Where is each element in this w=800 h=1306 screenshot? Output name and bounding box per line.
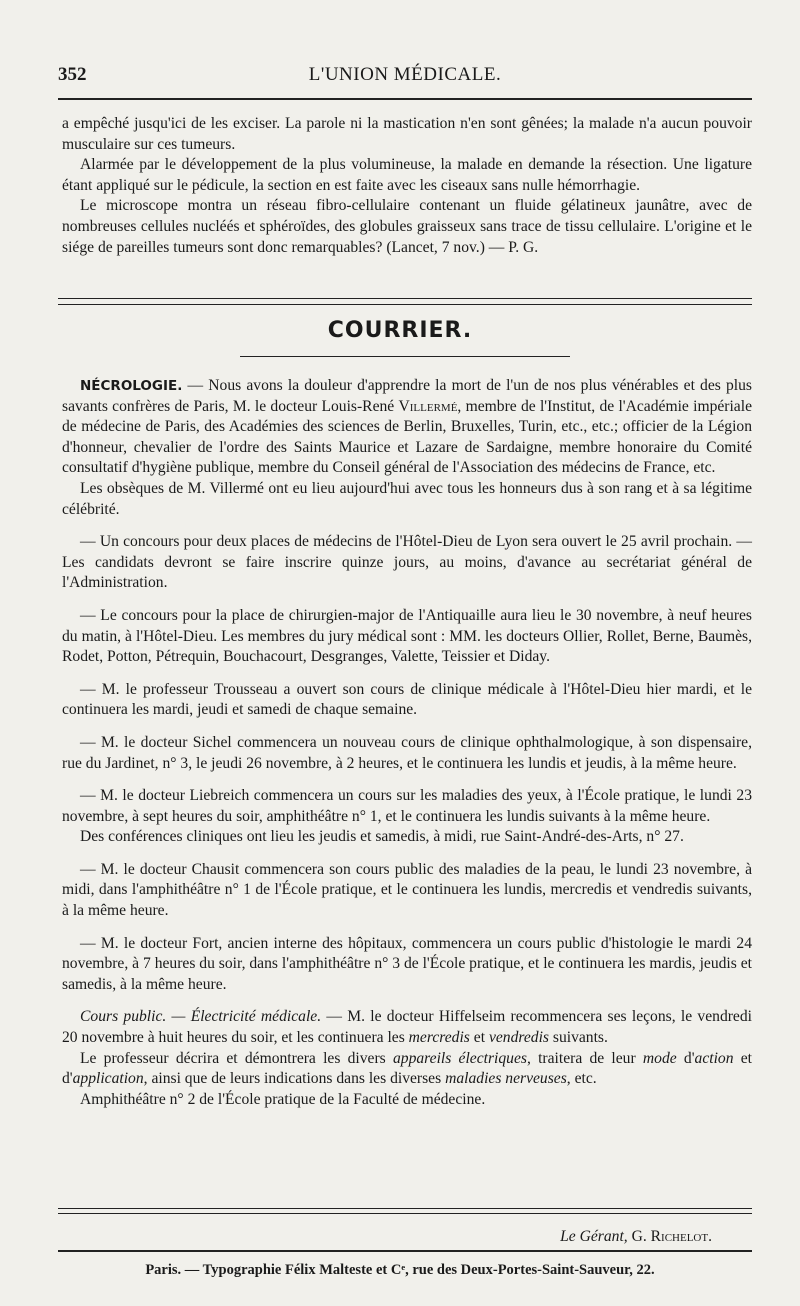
title-underline	[240, 356, 570, 357]
necrologie-label: NÉCROLOGIE.	[80, 378, 183, 394]
gerant-signature: Le Gérant, G. Richelot.	[560, 1228, 712, 1245]
paragraph: Le microscope montra un réseau fibro-cellulaire contenant un fluide gélatineux jaunâtre, avec de nombreuses cellules nucléés et sphéroïdes, des globules graisseux sans trace de tissu cellulaire. L'origine et le siége de pareilles tumeurs sont donc remarquables? (Lancet, 7 nov.) — P. G.	[62, 197, 752, 256]
printer-imprint: Paris. — Typographie Félix Malteste et Cᵉ, rue des Deux-Portes-Saint-Sauveur, 22.	[145, 1262, 655, 1278]
paragraph: Le professeur décrira et démontrera les divers appareils électriques, traitera de leur mode d'action et d'application, ainsi que de leurs indications dans les diverses maladies nerveuses, etc.	[62, 1049, 752, 1088]
person-name: Villermé	[398, 397, 458, 415]
section-divider	[58, 298, 752, 305]
section-title: COURRIER.	[327, 318, 473, 343]
necrologie-paragraph: NÉCROLOGIE. — Nous avons la douleur d'apprendre la mort de l'un de nos plus vénérables et des plus savants confrères de Paris, M. le docteur Louis-René Villermé, membre de l'Institut, de l'Académie impériale de médecine de Paris, des Académies des sciences de Berlin, Bruxelles, Turin, etc., etc.; officier de la Légion d'honneur, chevalier de l'ordre des Saints Maurice et Lazare de Sardaigne, membre honoraire du Comité consultatif d'hygiène publique, membre du Conseil général de l'Association des médecins de France, etc.	[62, 377, 752, 477]
header-rule	[58, 98, 752, 100]
bottom-rule	[58, 1250, 752, 1252]
cours-public-paragraph: Cours public. — Électricité médicale. — M. le docteur Hiffelseim recommencera ses leçons, le vendredi 20 novembre à huit heures du soir, et les continuera les mercredis et vendredis suivants.	[62, 1008, 752, 1047]
paragraph: Des conférences cliniques ont lieu les jeudis et samedis, à midi, rue Saint-André-des-Arts, n° 27.	[80, 828, 684, 846]
news-item: — M. le docteur Sichel commencera un nouveau cours de clinique ophthalmologique, à son dispensaire, rue du Jardinet, n° 3, le jeudi 26 novembre, à 2 heures, et le continuera les lundis et jeudis, à la même heure.	[62, 733, 752, 772]
paragraph: Amphithéâtre n° 2 de l'École pratique de la Faculté de médecine.	[80, 1090, 486, 1108]
paragraph: a empêché jusqu'ici de les exciser. La parole ni la mastication n'en sont gênées; la malade n'a aucun pouvoir musculaire sur ces tumeurs.	[62, 115, 752, 153]
paragraph: Alarmée par le développement de la plus volumineuse, la malade en demande la résection. Une ligature étant appliqué sur le pédicule, la section en est faite avec les ciseaux sans nulle hémorrhagie.	[62, 156, 752, 194]
news-item: — M. le docteur Chausit commencera son cours public des maladies de la peau, le lundi 23 novembre, à midi, dans l'amphithéâtre n° 1 de l'École pratique, et le continuera les lundis, mercredis et vendredis suivants, à la même heure.	[62, 860, 752, 920]
news-item: — M. le professeur Trousseau a ouvert son cours de clinique médicale à l'Hôtel-Dieu hier mardi, et le continuera les mardi, jeudi et samedi de chaque semaine.	[62, 680, 752, 719]
top-text-block	[62, 114, 752, 258]
running-title: L'UNION MÉDICALE.	[308, 64, 502, 85]
page-number: 352	[58, 64, 87, 85]
courrier-text-block	[62, 376, 752, 1110]
news-item: — Un concours pour deux places de médecins de l'Hôtel-Dieu de Lyon sera ouvert le 25 avril prochain. — Les candidats devront se faire inscrire quinze jours, au moins, d'avance au secrétariat général de l'Administration.	[62, 533, 752, 592]
page-header	[58, 60, 752, 90]
cours-public-label: Cours public. — Électricité médicale.	[80, 1008, 322, 1026]
footer-divider	[58, 1208, 752, 1214]
news-item: — M. le docteur Fort, ancien interne des hôpitaux, commencera un cours public d'histologie le mardi 24 novembre, à 7 heures du soir, dans l'amphithéâtre n° 3 de l'École pratique, et le continuera les mardis, jeudis et samedis, à la même heure.	[62, 934, 752, 993]
news-item: — Le concours pour la place de chirurgien-major de l'Antiquaille aura lieu le 30 novembre, à neuf heures du matin, à l'Hôtel-Dieu. Les membres du jury médical sont : MM. les docteurs Ollier, Rollet, Berne, Baumès, Rodet, Potton, Pétrequin, Bouchacourt, Desgranges, Valette, Teissier et Diday.	[62, 606, 752, 666]
paragraph: Les obsèques de M. Villermé ont eu lieu aujourd'hui avec tous les honneurs dus à son rang et à sa légitime célébrité.	[62, 479, 752, 518]
news-item: — M. le docteur Liebreich commencera un cours sur les maladies des yeux, à l'École pratique, le lundi 23 novembre, à sept heures du soir, amphithéâtre n° 1, et le continuera les lundis suivants à la même heure.	[62, 787, 752, 825]
